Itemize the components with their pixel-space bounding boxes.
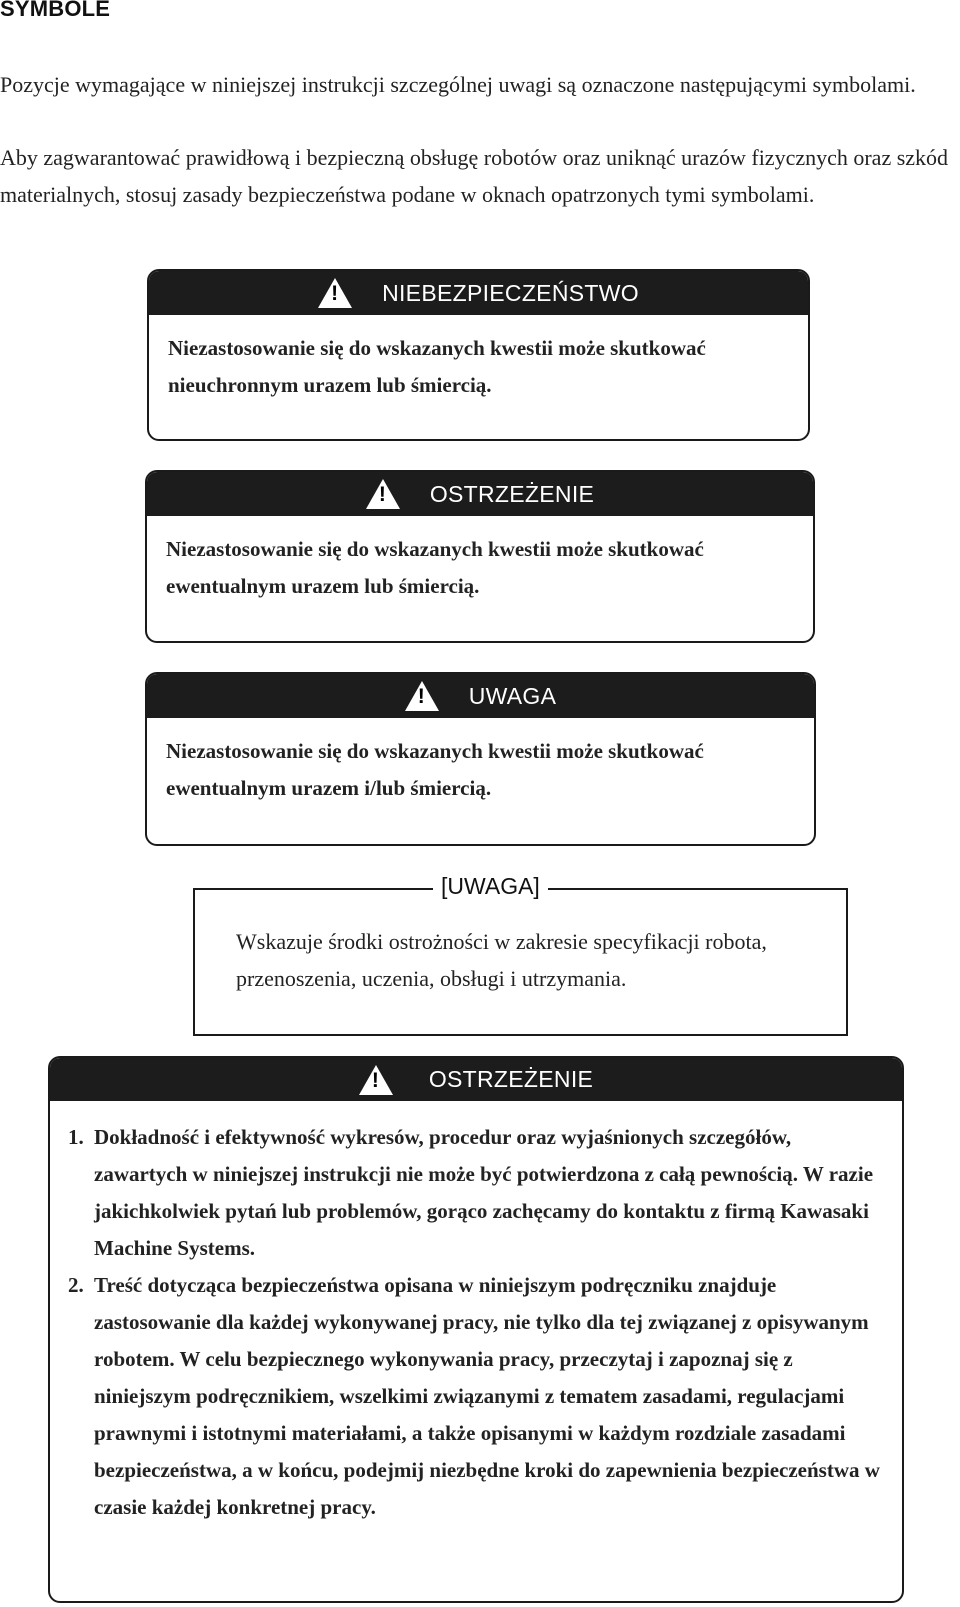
- warning-line-2: ewentualnym urazem lub śmiercią.: [166, 574, 480, 598]
- final-warning-title: OSTRZEŻENIE: [428, 1066, 594, 1092]
- warning-triangle-icon: !: [318, 278, 352, 308]
- caution-line-1: Niezastosowanie się do wskazanych kwestii może skutkować: [166, 739, 704, 763]
- danger-line-1: Niezastosowanie się do wskazanych kwestii może skutkować: [168, 336, 706, 360]
- warning-triangle-icon: !: [359, 1065, 393, 1095]
- caution-body: [147, 718, 814, 807]
- list-item-number: 2.: [68, 1273, 84, 1297]
- final-warning-header: [50, 1058, 902, 1101]
- list-item-text: Treść dotycząca bezpieczeństwa opisana w niniejszym podręczniku znajduje zastosowanie dla każdej wykonywanej pracy, nie tylko dla tej związanej z opisywanym robotem. W celu bezpiecznego wykonywania pracy, przeczytaj i zapoznaj się z niniejszym podręcznikiem, wszelkimi związanymi z tematem zasadami, regulacjami prawnymi i istotnymi materiałami, a także opisanymi w każdym rozdziale zasadami bezpieczeństwa, a w końcu, podejmij niezbędne kroki do zapewnienia bezpieczeństwa w czasie każdej konkretnej pracy.: [94, 1273, 880, 1519]
- danger-body: [149, 315, 808, 404]
- list-item-number: 1.: [68, 1125, 84, 1149]
- intro-paragraph-2: [0, 140, 958, 213]
- intro-paragraph-1: [0, 67, 958, 104]
- note-label: [UWAGA]: [433, 873, 548, 900]
- caution-box: [145, 672, 816, 846]
- warning-body: [147, 516, 813, 605]
- caution-title: UWAGA: [468, 682, 557, 709]
- intro-text-1: Pozycje wymagające w niniejszej instrukcji szczególnej uwagi są oznaczone następującymi symbolami.: [0, 72, 916, 97]
- caution-header: [147, 674, 814, 718]
- danger-title: NIEBEZPIECZEŃSTWO: [382, 279, 639, 306]
- final-warning-list: [50, 1101, 902, 1526]
- list-item: [68, 1119, 902, 1267]
- warning-line-1: Niezastosowanie się do wskazanych kwestii może skutkować: [166, 537, 704, 561]
- list-item-text: Dokładność i efektywność wykresów, procedur oraz wyjaśnionych szczegółów, zawartych w niniejszej instrukcji nie może być potwierdzona z całą pewnością. W razie jakichkolwiek pytań lub problemów, gorąco zachęcamy do kontaktu z firmą Kawasaki Machine Systems.: [94, 1125, 874, 1260]
- danger-line-2: nieuchronnym urazem lub śmiercią.: [168, 373, 492, 397]
- warning-triangle-icon: !: [405, 681, 439, 711]
- warning-title: OSTRZEŻENIE: [429, 480, 595, 507]
- warning-box: [145, 470, 815, 643]
- warning-header: [147, 472, 813, 516]
- danger-header: [149, 271, 808, 315]
- intro-text-2: Aby zagwarantować prawidłową i bezpieczną obsługę robotów oraz uniknąć urazów fizycznych oraz szkód materialnych, stosuj zasady bezpieczeństwa podane w oknach opatrzonych tymi symbolami.: [0, 145, 949, 207]
- note-box: [193, 873, 848, 1036]
- final-warning-box: [48, 1056, 904, 1603]
- danger-box: [147, 269, 810, 441]
- page-heading: SYMBOLE: [0, 0, 111, 21]
- warning-triangle-icon: !: [366, 479, 400, 509]
- caution-line-2: ewentualnym urazem i/lub śmiercią.: [166, 776, 492, 800]
- list-item: [68, 1267, 902, 1526]
- note-text: Wskazuje środki ostrożności w zakresie specyfikacji robota, przenoszenia, uczenia, obsługi i utrzymania.: [236, 929, 767, 991]
